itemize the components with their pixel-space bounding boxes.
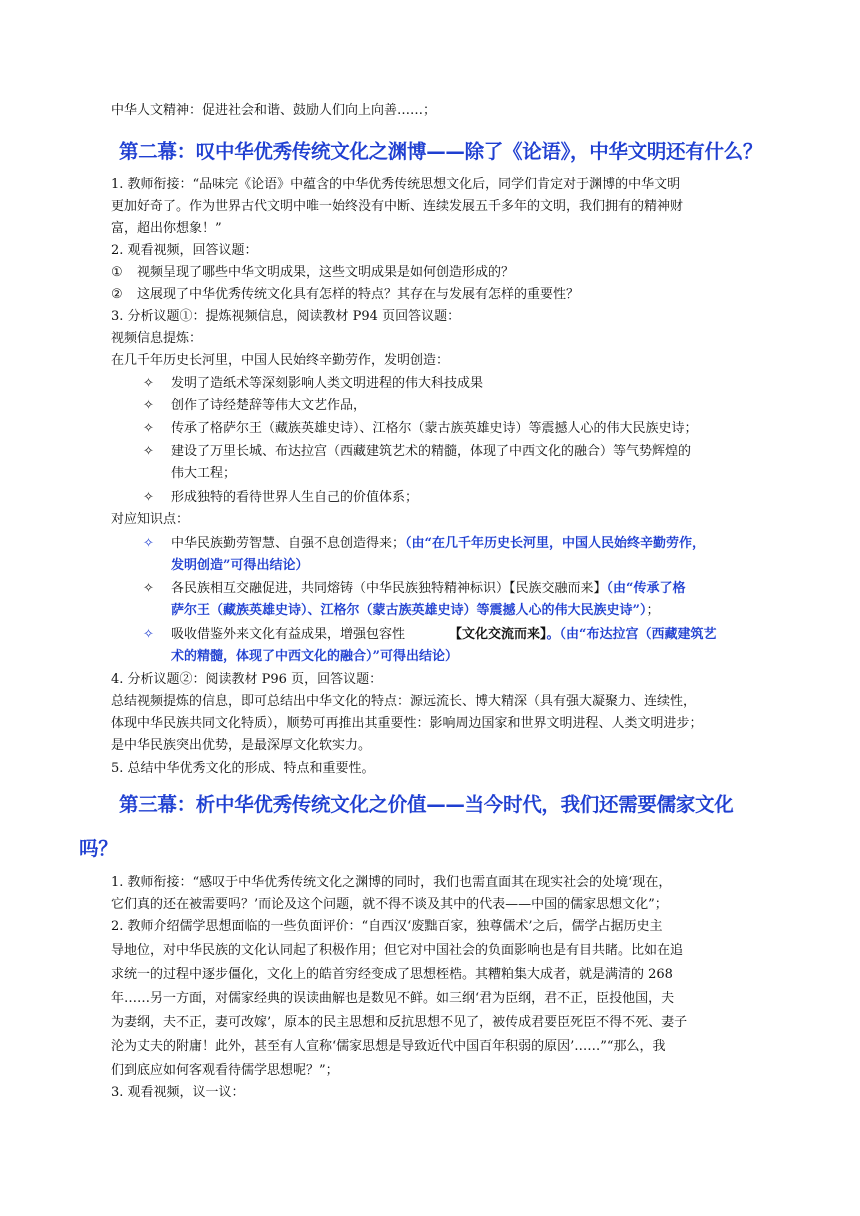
video-bullet-5: 形成独特的看待世界人生自己的价值体系；	[171, 490, 419, 505]
video-bullet-3: 传承了格萨尔王（藏族英雄史诗）、江格尔（蒙古族英雄史诗）等震撼人心的伟大民族史诗；	[171, 421, 698, 436]
act3-heading-line1: 第三幕：析中华优秀传统文化之价值——当今时代，我们还需要儒家文化	[119, 793, 734, 816]
knowledge-2-text: 各民族相互交融促进，共同熔铸（中华民族独特精神标识）【民族交融而来】	[171, 581, 607, 596]
bullet-icon: ✧	[143, 490, 154, 505]
knowledge-label: 对应知识点：	[111, 512, 190, 527]
act2-para5: 5. 总结中华优秀文化的形成、特点和重要性。	[111, 761, 375, 776]
act3-para3: 3. 观看视频，议一议：	[111, 1085, 245, 1100]
knowledge-1-line1	[171, 535, 705, 553]
knowledge-2-end: ；	[646, 603, 660, 618]
video-info-intro: 在几千年历史长河里，中国人民始终辛勤劳作，发明创造：	[111, 353, 450, 368]
act3-para2-line1: 2. 教师介绍儒学思想面临的一些负面评价：“自西汉‘废黜百家，独尊儒术’之后，儒学占据历史主	[111, 919, 663, 934]
act3-para2-line4: 年……另一方面，对儒家经典的误读曲解也是数见不鲜。如三纲‘君为臣纲，君不正，臣投他国，夫	[111, 991, 675, 1006]
question-2: 这展现了中华优秀传统文化具有怎样的特点？其存在与发展有怎样的重要性？	[137, 287, 580, 302]
question-1: 视频呈现了哪些中华文明成果，这些文明成果是如何创造形成的？	[137, 265, 515, 280]
bullet-icon: ✧	[143, 444, 154, 459]
act3-para2-line6: 沦为丈夫的附庸！此外，甚至有人宣称‘儒家思想是导致近代中国百年积弱的原因’……”“那么，我	[111, 1039, 666, 1054]
summary-line2: 体现中华民族共同文化特质），顺势可再推出其重要性：影响周边国家和世界文明进程、人类文明进步；	[111, 716, 703, 731]
question-1-marker: ①	[111, 265, 123, 280]
act3-para2-line5: 为妻纲，夫不正，妻可改嫁’，原本的民主思想和反抗思想不见了，被传成君要臣死臣不得不死、妻子	[111, 1015, 688, 1030]
knowledge-2-note: （由“传承了格	[606, 581, 686, 596]
act2-para1-line2: 更加好奇了。作为世界古代文明中唯一始终没有中断、连续发展五千多年的文明，我们拥有的精神财	[111, 199, 684, 214]
act2-para4: 4. 分析议题②：阅读教材 P96 页，回答议题：	[111, 672, 383, 687]
bullet-icon: ✧	[143, 536, 154, 551]
knowledge-2-line2	[171, 602, 660, 620]
bullet-icon: ✧	[143, 398, 154, 413]
knowledge-3-note: 。（由“布达拉宫（西藏建筑艺	[546, 627, 717, 642]
video-bullet-4-line2: 伟大工程；	[171, 466, 237, 481]
knowledge-3-text: 吸收借鉴外来文化有益成果，增强包容性	[171, 627, 406, 642]
knowledge-2-note-cont: 萨尔王（藏族英雄史诗）、江格尔（蒙古族英雄史诗）等震撼人心的伟大民族史诗”）	[171, 603, 647, 618]
video-bullet-4-line1: 建设了万里长城、布达拉宫（西藏建筑艺术的精髓，体现了中西文化的融合）等气势辉煌的	[171, 444, 692, 459]
act2-para1-line3: 富，超出你想象！”	[111, 221, 222, 236]
knowledge-3-note-cont: 术的精髓，体现了中西文化的融合）”可得出结论）	[171, 649, 458, 664]
act3-para1-line1: 1. 教师衔接：“感叹于中华优秀传统文化之渊博的同时，我们也需直面其在现实社会的处境‘现在，	[111, 875, 672, 890]
act3-para1-line2: 它们真的还在被需要吗？’而论及这个问题，就不得不谈及其中的代表——中国的儒家思想文化”；	[111, 897, 668, 912]
knowledge-1-note-cont: 发明创造”可得出结论）	[171, 558, 309, 573]
act3-para2-line3: 求统一的过程中逐步僵化，文化上的皓首穷经变成了思想桎梏。其糟粕集大成者，就是满清的 268	[111, 967, 673, 982]
act2-heading: 第二幕：叹中华优秀传统文化之渊博——除了《论语》，中华文明还有什么？	[119, 140, 763, 163]
question-2-marker: ②	[111, 287, 123, 302]
bullet-icon: ✧	[143, 376, 154, 391]
intro-line: 中华人文精神：促进社会和谐、鼓励人们向上向善……；	[111, 103, 437, 118]
video-bullet-2: 创作了诗经楚辞等伟大文艺作品，	[171, 398, 367, 413]
knowledge-2-line1	[171, 580, 686, 598]
summary-line1: 总结视频提炼的信息，即可总结出中华文化的特点：源远流长、博大精深（具有强大凝聚力、连续性，	[111, 694, 697, 709]
bullet-icon: ✧	[143, 421, 154, 436]
knowledge-3-tag: 【文化交流而来】	[449, 627, 547, 642]
summary-line3: 是中华民族突出优势，是最深厚文化软实力。	[111, 738, 372, 753]
act3-heading-line2: 吗？	[79, 837, 118, 860]
act2-para2: 2. 观看视频，回答议题：	[111, 243, 258, 258]
bullet-icon: ✧	[143, 581, 154, 596]
act3-para2-line2: 导地位，对中华民族的文化认同起了积极作用；但它对中国社会的负面影响也是有目共睹。比如在追	[111, 943, 684, 958]
act2-para3: 3. 分析议题①：提炼视频信息，阅读教材 P94 页回答议题：	[111, 309, 461, 324]
knowledge-1-note: （由“在几千年历史长河里，中国人民始终辛勤劳作，	[405, 536, 705, 551]
act3-para2-line7: 们到底应如何客观看待儒学思想呢？”；	[111, 1063, 339, 1078]
bullet-icon: ✧	[143, 627, 154, 642]
video-info-label: 视频信息提炼：	[111, 331, 203, 346]
knowledge-3-line1	[171, 626, 717, 644]
knowledge-1-text: 中华民族勤劳智慧、自强不息创造得来；	[171, 536, 406, 551]
act2-para1-line1: 1. 教师衔接：“品味完《论语》中蕴含的中华优秀传统思想文化后，同学们肯定对于渊博的中华文明	[111, 177, 681, 192]
video-bullet-1: 发明了造纸术等深刻影响人类文明进程的伟大科技成果	[171, 376, 484, 391]
